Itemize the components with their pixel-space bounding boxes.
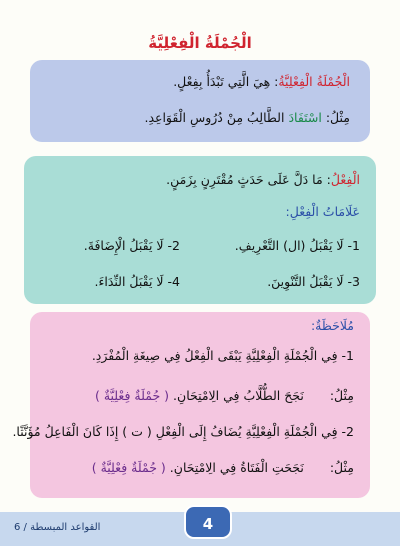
note-item: 2- فِي الْجُمْلَةِ الْفِعْلِيَّةِ يُضَافُ إِلَى الْفِعْلِ ( ت ) إِذَا كَانَ الْفَاعِلُ مُؤَنَّثًا. xyxy=(12,424,354,439)
sign-item: 4- لَا يَقْبَلُ النِّدَاءَ. xyxy=(94,274,180,289)
verb-term: الْفِعْلُ xyxy=(330,172,360,187)
notes-heading: مُلَاحَظَةٌ: xyxy=(310,318,354,333)
example-text: نَجَحَ الطُّلَّابُ فِي الِامْتِحَانِ. xyxy=(173,388,304,403)
definition-example-line xyxy=(144,110,350,125)
example-text: نَجَحَتِ الْفَتَاةُ فِي الِامْتِحَانِ. xyxy=(169,460,304,475)
definition-line xyxy=(173,74,350,89)
example-rest: الطَّالِبُ مِنْ دُرُوسِ الْقَوَاعِدِ. xyxy=(144,110,285,125)
sign-item: 1- لَا يَقْبَلُ (ال) التَّعْرِيفِ. xyxy=(234,238,360,253)
sign-item: 3- لَا يَقْبَلُ التَّنْوِينَ. xyxy=(267,274,360,289)
example-label: مِثْلُ: xyxy=(325,110,350,125)
definition-box xyxy=(30,60,370,142)
page-title: الْجُمْلَةُ الْفِعْلِيَّةُ xyxy=(148,34,252,52)
sign-item: 2- لَا يَقْبَلُ الْإِضَافَةَ. xyxy=(83,238,180,253)
example-label: مِثْلُ: xyxy=(329,460,354,475)
definition-text: : هِيَ الَّتِي تَبْدَأُ بِفِعْلٍ. xyxy=(173,74,279,89)
notes-box xyxy=(12,312,370,498)
note-example xyxy=(95,388,354,403)
footer-text: القواعد المبسطة / 6 xyxy=(14,522,101,533)
page-number: 4 xyxy=(184,505,232,539)
example-tag: ( جُمْلَةٌ فِعْلِيَّةٌ ) xyxy=(94,388,170,403)
example-tag: ( جُمْلَةٌ فِعْلِيَّةٌ ) xyxy=(91,460,166,475)
example-verb: اسْتَفَادَ xyxy=(288,110,322,125)
verb-box xyxy=(24,156,376,304)
note-item: 1- فِي الْجُمْلَةِ الْفِعْلِيَّةِ يَبْقَى الْفِعْلُ فِي صِيغَةِ الْمُفْرَدِ. xyxy=(91,348,354,363)
note-example xyxy=(92,460,354,475)
signs-heading: عَلَامَاتُ الْفِعْلِ: xyxy=(285,204,360,219)
definition-term: الْجُمْلَةُ الْفِعْلِيَّةُ xyxy=(278,74,350,89)
example-label: مِثْلُ: xyxy=(329,388,354,403)
verb-definition: : مَا دَلَّ عَلَى حَدَثٍ مُقْتَرِنٍ بِزَمَنٍ. xyxy=(166,172,331,187)
verb-definition-line xyxy=(166,172,360,187)
